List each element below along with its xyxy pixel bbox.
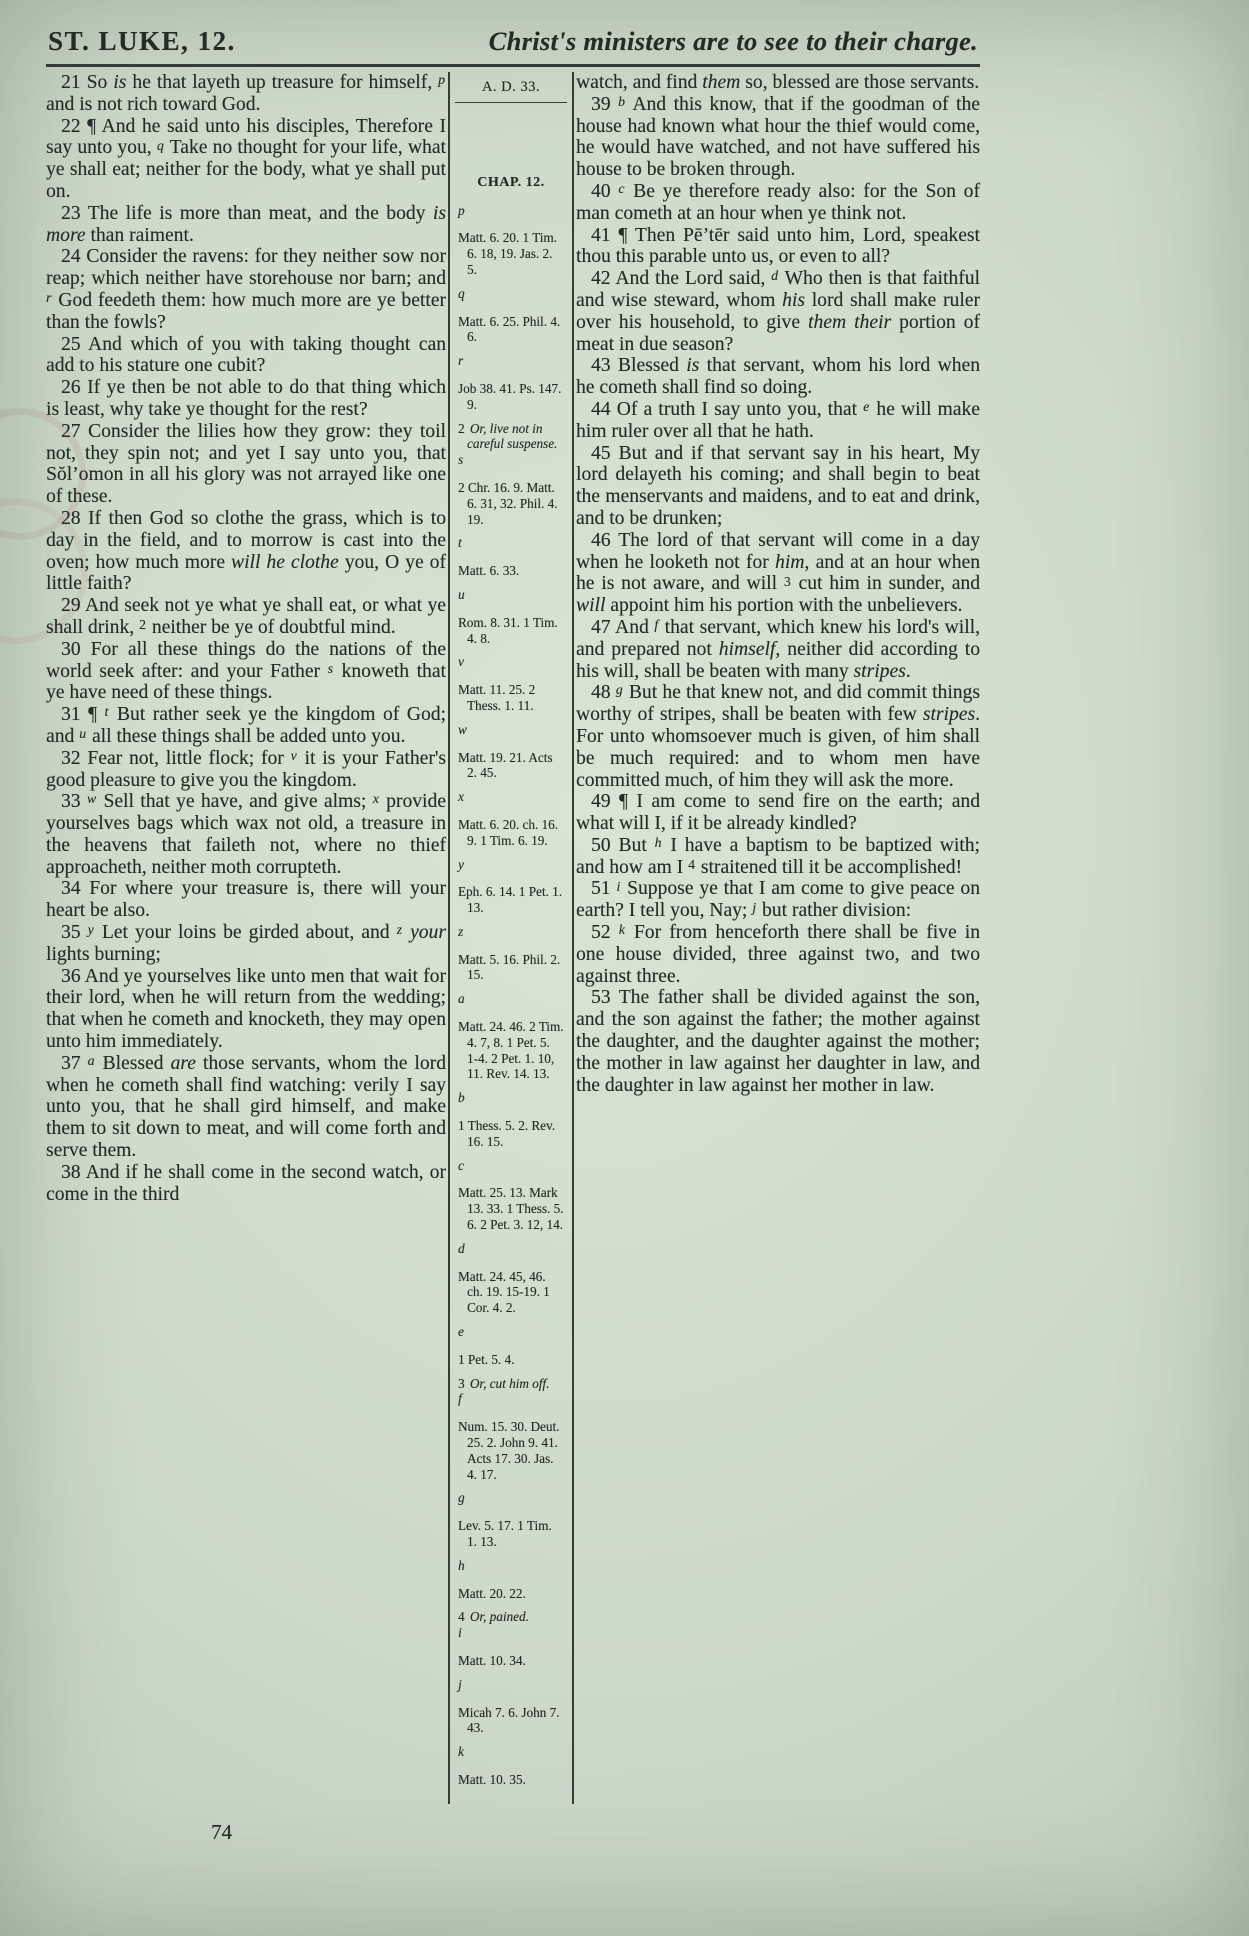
verse: 50 But $^h$ I have a baptism to be baptized with; and how am I $^4$ straitened till it be accomplished! bbox=[576, 834, 980, 878]
left-text-column bbox=[46, 72, 448, 1804]
verse: 28 If then God so clothe the grass, which is to day in the field, and to morrow is cast into the oven; how much more will he clothe you, O ye of little faith? bbox=[46, 507, 446, 595]
reference-text: Matt. 6. 20. 1 Tim. 6. 18, 19. Jas. 2. 5. bbox=[458, 230, 557, 277]
reference-marker: 2 bbox=[458, 420, 468, 436]
cross-reference bbox=[458, 1490, 564, 1557]
reference-text: Matt. 24. 46. 2 Tim. 4. 7, 8. 1 Pet. 5. 1-4. 2 Pet. 1. 10, 11. Rev. 14. 13. bbox=[458, 1019, 564, 1082]
reference-marker: d bbox=[458, 1240, 465, 1256]
cross-reference bbox=[458, 857, 564, 924]
reference-text: Matt. 11. 25. 2 Thess. 1. 11. bbox=[458, 682, 536, 713]
verse: 49 ¶ I am come to send fire on the earth; and what will I, if it be already kindled? bbox=[576, 791, 980, 835]
reference-text: Or, live not in careful suspense. bbox=[467, 420, 558, 452]
reference-text: Num. 15. 30. Deut. 25. 2. John 9. 41. Acts 17. 30. Jas. 4. 17. bbox=[458, 1419, 560, 1482]
reference-marker: 3 bbox=[458, 1375, 468, 1391]
reference-text: 1 Pet. 5. 4. bbox=[458, 1351, 515, 1367]
reference-text: Matt. 24. 45, 46. ch. 19. 15-19. 1 Cor. 4. 2. bbox=[458, 1268, 550, 1316]
cross-reference bbox=[458, 1158, 564, 1241]
verse: 41 ¶ Then Pē’tēr said unto him, Lord, speakest thou this parable unto us, or even to all? bbox=[576, 224, 980, 268]
reference-marker: y bbox=[458, 856, 464, 872]
reference-text: Matt. 6. 25. Phil. 4. 6. bbox=[458, 313, 561, 345]
verse: 24 Consider the ravens: for they neither sow nor reap; which neither have storehouse nor barn; and $^r$ God feedeth them: how much more are ye better than the fowls? bbox=[46, 246, 446, 333]
reference-text: 2 Chr. 16. 9. Matt. 6. 31, 32. Phil. 4. 19. bbox=[458, 479, 558, 527]
cross-reference bbox=[458, 452, 564, 535]
verse: 22 ¶ And he said unto his disciples, Therefore I say unto you, $^q$ Take no thought for your life, what ye shall eat; neither for the body, what ye shall put on. bbox=[46, 115, 446, 202]
verse: 26 If ye then be not able to do that thing which is least, why take ye thought for the rest? bbox=[46, 377, 446, 420]
cross-reference bbox=[458, 353, 564, 420]
reference-marker: u bbox=[458, 586, 465, 602]
verse: 47 And $^f$ that servant, which knew his lord's will, and prepared not himself, neither did according to his will, shall be beaten with many stripes. bbox=[576, 616, 981, 682]
verse: 31 ¶ $^t$ But rather seek ye the kingdom of God; and $^u$ all these things shall be added unto you. bbox=[46, 704, 446, 747]
verse: 30 For all these things do the nations of the world seek after: and your Father $^s$ knoweth that ye have need of these things. bbox=[46, 638, 446, 704]
verse: 32 Fear not, little flock; for $^v$ it is your Father's good pleasure to give you the kingdom. bbox=[46, 747, 447, 791]
verse: 48 $^g$ But he that knew not, and did commit things worthy of stripes, shall be beaten with few stripes. For unto whomsoever much is given, of him shall be much required: and to whom men have committed much, of him they will ask the more. bbox=[576, 682, 980, 791]
reference-marker: r bbox=[458, 353, 464, 369]
verse: 45 But and if that servant say in his heart, My lord delayeth his coming; and shall begin to beat the menservants and maidens, and to eat and drink, and to be drunken; bbox=[576, 442, 980, 529]
reference-text: Matt. 5. 16. Phil. 2. 15. bbox=[458, 951, 561, 983]
verse: 37 $^a$ Blessed are those servants, whom the lord when he cometh shall find watching: verily I say unto you, that he shall gird himself, and make them to sit down to meat, and will come forth and serve them. bbox=[46, 1052, 446, 1162]
cross-reference bbox=[458, 789, 564, 856]
right-text-column bbox=[574, 72, 980, 1804]
reference-text: Or, pained. bbox=[469, 1609, 529, 1625]
center-reference-column bbox=[448, 72, 574, 1804]
reference-marker: k bbox=[458, 1744, 464, 1760]
cross-reference-list bbox=[458, 203, 564, 1804]
verse: 34 For where your treasure is, there will your heart be also. bbox=[46, 878, 446, 922]
cross-reference bbox=[458, 1090, 564, 1157]
reference-text: Matt. 19. 21. Acts 2. 45. bbox=[458, 749, 553, 781]
cross-reference bbox=[458, 654, 564, 721]
reference-text: 1 Thess. 5. 2. Rev. 16. 15. bbox=[458, 1118, 556, 1149]
verse: 38 And if he shall come in the second watch, or come in the third bbox=[46, 1161, 446, 1205]
reference-marker: a bbox=[458, 991, 465, 1007]
cross-reference bbox=[458, 203, 564, 286]
cross-reference bbox=[458, 535, 564, 587]
verse: 40 $^c$ Be ye therefore ready also: for the Son of man cometh at an hour when ye think not. bbox=[576, 180, 980, 224]
cross-reference bbox=[458, 991, 564, 1090]
cross-reference bbox=[458, 421, 564, 453]
verse-continuation: watch, and find them so, blessed are those servants. bbox=[576, 72, 980, 93]
verse: 29 And seek not ye what ye shall eat, or what ye shall drink, $^2$ neither be ye of doubtful mind. bbox=[46, 595, 446, 638]
cross-reference bbox=[458, 1609, 564, 1625]
chapter-label: CHAP. 12. bbox=[477, 174, 545, 190]
verse: 53 The father shall be divided against the son, and the son against the father; the mother against the daughter, and the daughter against the mother; the mother in law against her daughter in law, and the daughter in law against her mother in law. bbox=[576, 987, 980, 1096]
verse: 46 The lord of that servant will come in a day when he looketh not for him, and at an hour when he is not aware, and will $^3$ cut him in sunder, and will appoint him his portion with the unbelievers. bbox=[576, 529, 980, 617]
cross-reference bbox=[458, 286, 564, 353]
page-header bbox=[46, 26, 980, 67]
cross-reference bbox=[458, 1744, 564, 1796]
verse: 27 Consider the lilies how they grow: they toil not, they spin not; and yet I say unto you, that Sŏl’omon in all his glory was not arrayed like one of these. bbox=[46, 420, 446, 508]
reference-marker: b bbox=[458, 1090, 465, 1106]
verse: 52 $^k$ For from henceforth there shall be five in one house divided, three against two, and two against three. bbox=[576, 922, 980, 987]
verse: 35 $^y$ Let your loins be girded about, and $^z$ your lights burning; bbox=[46, 922, 446, 965]
reference-marker: x bbox=[458, 789, 464, 805]
reference-text: Matt. 10. 34. bbox=[458, 1652, 526, 1668]
reference-marker: c bbox=[458, 1157, 464, 1173]
reference-text: Matt. 6. 33. bbox=[458, 563, 520, 579]
cross-reference bbox=[458, 722, 564, 789]
page-footer bbox=[46, 1820, 980, 1845]
reference-marker: g bbox=[458, 1490, 465, 1506]
reference-marker: f bbox=[458, 1391, 462, 1407]
reference-marker: j bbox=[458, 1676, 462, 1692]
reference-text: Matt. 10. 35. bbox=[458, 1771, 526, 1787]
reference-text: Matt. 6. 20. ch. 16. 9. 1 Tim. 6. 19. bbox=[458, 816, 558, 848]
cross-reference bbox=[458, 1625, 564, 1677]
date-rule bbox=[455, 102, 567, 103]
reference-marker: w bbox=[458, 721, 467, 737]
reference-marker: t bbox=[458, 535, 462, 551]
cross-reference bbox=[458, 587, 564, 654]
reference-marker: v bbox=[458, 654, 464, 670]
reference-text: Lev. 5. 17. 1 Tim. 1. 13. bbox=[458, 1518, 552, 1549]
reference-marker: h bbox=[458, 1557, 465, 1573]
reference-marker: e bbox=[458, 1324, 464, 1340]
cross-reference bbox=[458, 1324, 564, 1376]
reference-marker: q bbox=[458, 285, 465, 301]
date-label: A. D. 33. bbox=[481, 79, 541, 95]
reference-text: Eph. 6. 14. 1 Pet. 1. 13. bbox=[458, 884, 563, 916]
verse: 42 And the Lord said, $^d$ Who then is that faithful and wise steward, whom his lord shall make ruler over his household, to give them their portion of meat in due season? bbox=[576, 268, 980, 355]
verse: 39 $^b$ And this know, that if the goodman of the house had known what hour the thief would come, he would have watched, and not have suffered his house to be broken through. bbox=[576, 93, 980, 181]
verse: 33 $^w$ Sell that ye have, and give alms; $^x$ provide yourselves bags which wax not old, a treasure in the heavens that faileth not, where no thief approacheth, neither moth corrupteth. bbox=[46, 791, 446, 878]
verse: 23 The life is more than meat, and the body is more than raiment. bbox=[46, 202, 446, 246]
verse: 25 And which of you with taking thought can add to his stature one cubit? bbox=[46, 333, 446, 377]
reference-text: Matt. 25. 13. Mark 13. 33. 1 Thess. 5. 6. 2 Pet. 3. 12, 14. bbox=[458, 1185, 564, 1233]
cross-reference bbox=[458, 924, 564, 991]
verse: 36 And ye yourselves like unto men that wait for their lord, when he will return from the wedding; that when he cometh and knocketh, they may open unto him immediately. bbox=[46, 965, 446, 1053]
cross-reference bbox=[458, 1376, 564, 1392]
reference-text: Job 38. 41. Ps. 147. 9. bbox=[458, 380, 562, 412]
reference-text: Matt. 20. 22. bbox=[458, 1585, 526, 1601]
reference-marker: p bbox=[458, 202, 465, 218]
reference-text: Or, cut him off. bbox=[469, 1375, 550, 1391]
page-number: 74 bbox=[211, 1819, 232, 1844]
verse: 43 Blessed is that servant, whom his lord when he cometh shall find so doing. bbox=[576, 355, 981, 399]
reference-marker: z bbox=[458, 923, 464, 939]
verse: 44 Of a truth I say unto you, that $^e$ he will make him ruler over all that he hath. bbox=[576, 398, 980, 442]
cross-reference bbox=[458, 1241, 564, 1324]
chapter-title: ST. LUKE, 12. bbox=[48, 26, 236, 56]
cross-reference bbox=[458, 1677, 564, 1744]
reference-text: Rom. 8. 31. 1 Tim. 4. 8. bbox=[458, 614, 558, 646]
reference-text: Micah 7. 6. John 7. 43. bbox=[458, 1704, 560, 1736]
reference-marker: s bbox=[458, 452, 464, 468]
page-content bbox=[46, 26, 980, 1845]
verse: 21 So is he that layeth up treasure for himself, $^p$ and is not rich toward God. bbox=[46, 72, 445, 115]
verse: 51 $^i$ Suppose ye that I am come to give peace on earth? I tell you, Nay; $^j$ but rather division: bbox=[576, 878, 980, 922]
text-columns bbox=[46, 72, 980, 1804]
cross-reference bbox=[458, 1558, 564, 1610]
running-head: Christ's ministers are to see to their charge. bbox=[488, 26, 978, 56]
reference-marker: i bbox=[458, 1625, 462, 1641]
reference-marker: 4 bbox=[458, 1609, 468, 1625]
cross-reference bbox=[458, 1391, 564, 1490]
